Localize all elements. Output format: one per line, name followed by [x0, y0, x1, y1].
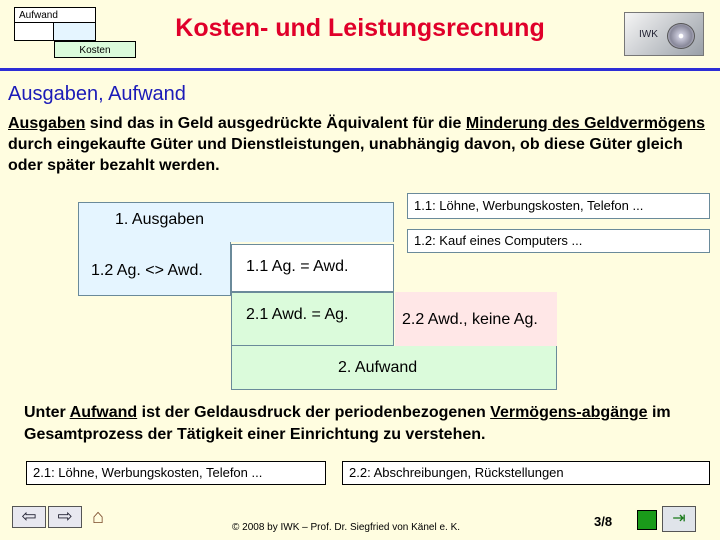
note-1-2: 1.2: Kauf eines Computers ... [407, 229, 710, 253]
forward-arrow-icon[interactable]: ⇨ [48, 506, 82, 528]
page-number: 3/8 [594, 514, 613, 529]
box-awd-eq-ag [231, 292, 394, 346]
iwk-logo [624, 12, 704, 56]
box-ag-eq-awd [231, 244, 394, 292]
mini-diagram-cell [54, 23, 96, 41]
box-label: 2.1 Awd. = Ag. [246, 306, 349, 323]
paragraph-text: im Gesamtprozess der Tätigkeit einer Einrichtung zu verstehen. [24, 404, 671, 443]
term-vermoegensabgaenge: Vermögens-abgänge [490, 404, 648, 421]
stop-icon[interactable] [637, 510, 657, 530]
box-label: 1.2 Ag. <> Awd. [91, 262, 203, 279]
back-arrow-icon[interactable]: ⇦ [12, 506, 46, 528]
definition-aufwand [24, 402, 704, 446]
box-label: 1.1 Ag. = Awd. [246, 258, 349, 275]
paragraph-text: Unter [24, 404, 70, 421]
mini-diagram-kosten [54, 41, 136, 58]
paragraph-text: sind das in Geld ausgedrückte Äquivalent für die [85, 115, 466, 132]
box-label: 1. Ausgaben [115, 211, 204, 228]
note-2-2: 2.2: Abschreibungen, Rückstellungen [342, 461, 710, 485]
paragraph-text: ist der Geldausdruck der periodenbezogenen [137, 404, 491, 421]
note-2-1: 2.1: Löhne, Werbungskosten, Telefon ... [26, 461, 326, 485]
disc-icon [667, 23, 695, 49]
mini-kosten-label: Kosten [79, 45, 111, 56]
box-label: 2. Aufwand [338, 359, 418, 376]
section-title: Ausgaben, Aufwand [8, 83, 186, 105]
definition-ausgaben [8, 113, 708, 176]
term-minderung: Minderung des Geldvermögens [465, 115, 706, 132]
mini-aufwand-label: Aufwand [19, 10, 58, 21]
paragraph-text: durch eingekaufte Güter und Dienstleistungen, unabhängig davon, ob diese Güter gleich oder später bezahlt werden. [8, 136, 683, 174]
divider [0, 68, 720, 71]
home-icon[interactable]: ⌂ [92, 506, 105, 528]
term-aufwand: Aufwand [69, 404, 138, 421]
box-ausgaben [78, 202, 394, 242]
logo-text: IWK [639, 29, 658, 40]
term-ausgaben: Ausgaben [8, 115, 86, 132]
box-aufwand [231, 346, 557, 390]
mini-diagram-aufwand [14, 7, 96, 23]
mini-diagram-cell [14, 23, 54, 41]
page-title: Kosten- und Leistungsrecnung [175, 14, 545, 42]
copyright: © 2008 by IWK – Prof. Dr. Siegfried von Känel e. K. [232, 522, 461, 533]
box-awd-keine-ag [395, 292, 557, 346]
note-1-1: 1.1: Löhne, Werbungskosten, Telefon ... [407, 193, 710, 219]
exit-icon[interactable]: ⇥ [662, 506, 696, 532]
box-label: 2.2 Awd., keine Ag. [402, 311, 538, 328]
box-ag-ne-awd [78, 242, 231, 296]
